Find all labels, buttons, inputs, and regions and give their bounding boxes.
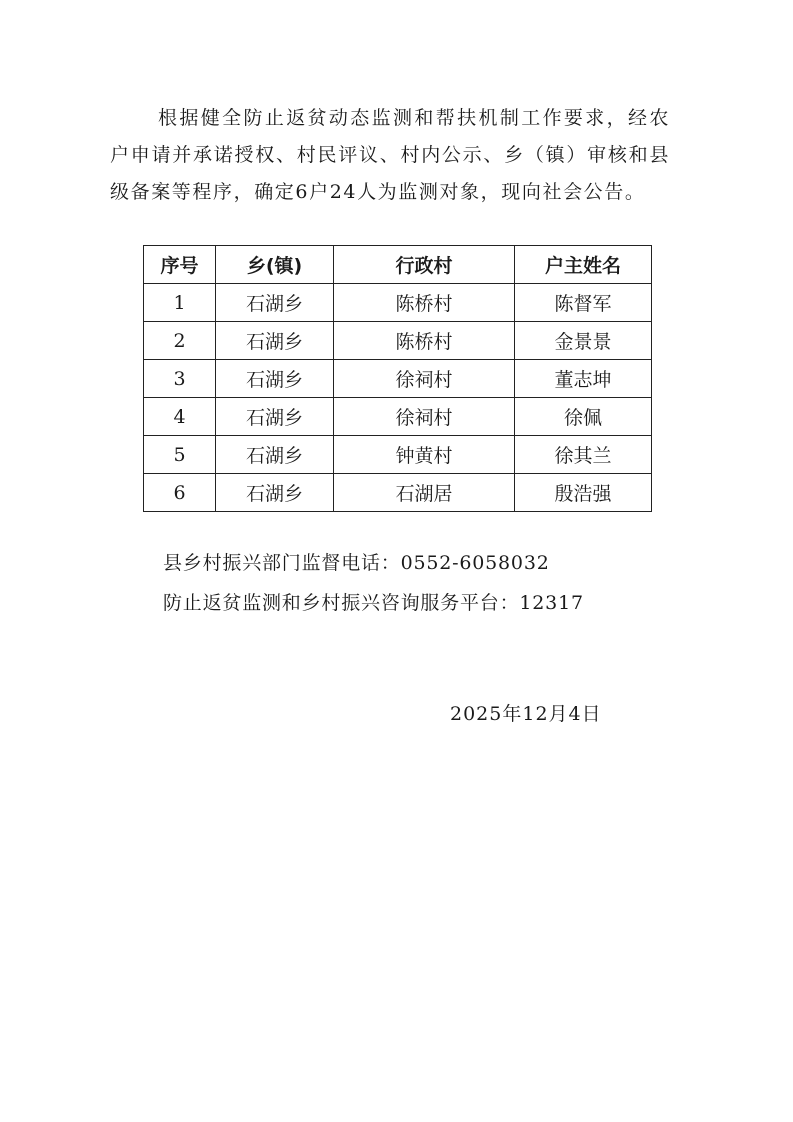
- cell-householder: 金景景: [515, 322, 652, 360]
- table-row: [144, 474, 652, 512]
- supervision-hotline: 县乡村振兴部门监督电话：0552-6058032: [163, 552, 550, 574]
- cell-householder: 徐佩: [515, 398, 652, 436]
- cell-serial: 2: [144, 322, 216, 360]
- cell-serial: 1: [144, 284, 216, 322]
- cell-township: 石湖乡: [216, 360, 334, 398]
- cell-township: 石湖乡: [216, 284, 334, 322]
- cell-township: 石湖乡: [216, 398, 334, 436]
- cell-householder: 陈督军: [515, 284, 652, 322]
- consultation-platform: 防止返贫监测和乡村振兴咨询服务平台：12317: [163, 592, 584, 614]
- table-row: [144, 284, 652, 322]
- header-householder: 户主姓名: [515, 246, 652, 284]
- header-village: 行政村: [334, 246, 515, 284]
- cell-village: 徐祠村: [334, 398, 515, 436]
- cell-village: 徐祠村: [334, 360, 515, 398]
- cell-township: 石湖乡: [216, 436, 334, 474]
- cell-householder: 殷浩强: [515, 474, 652, 512]
- table-row: [144, 436, 652, 474]
- header-serial: 序号: [144, 246, 216, 284]
- table-row: [144, 360, 652, 398]
- issue-date: 2025年12月4日: [450, 703, 602, 725]
- cell-serial: 6: [144, 474, 216, 512]
- table-row: [144, 398, 652, 436]
- table-row: [144, 322, 652, 360]
- intro-paragraph: 根据健全防止返贫动态监测和帮扶机制工作要求，经农户申请并承诺授权、村民评议、村内公示、乡（镇）审核和县级备案等程序，确定6户24人为监测对象，现向社会公告。: [110, 107, 670, 203]
- cell-village: 石湖居: [334, 474, 515, 512]
- cell-village: 陈桥村: [334, 322, 515, 360]
- monitoring-table: [143, 245, 652, 512]
- cell-serial: 4: [144, 398, 216, 436]
- cell-village: 陈桥村: [334, 284, 515, 322]
- cell-householder: 董志坤: [515, 360, 652, 398]
- cell-serial: 5: [144, 436, 216, 474]
- header-township: 乡(镇): [216, 246, 334, 284]
- cell-serial: 3: [144, 360, 216, 398]
- cell-householder: 徐其兰: [515, 436, 652, 474]
- cell-township: 石湖乡: [216, 322, 334, 360]
- cell-township: 石湖乡: [216, 474, 334, 512]
- cell-village: 钟黄村: [334, 436, 515, 474]
- table-header-row: [144, 246, 652, 284]
